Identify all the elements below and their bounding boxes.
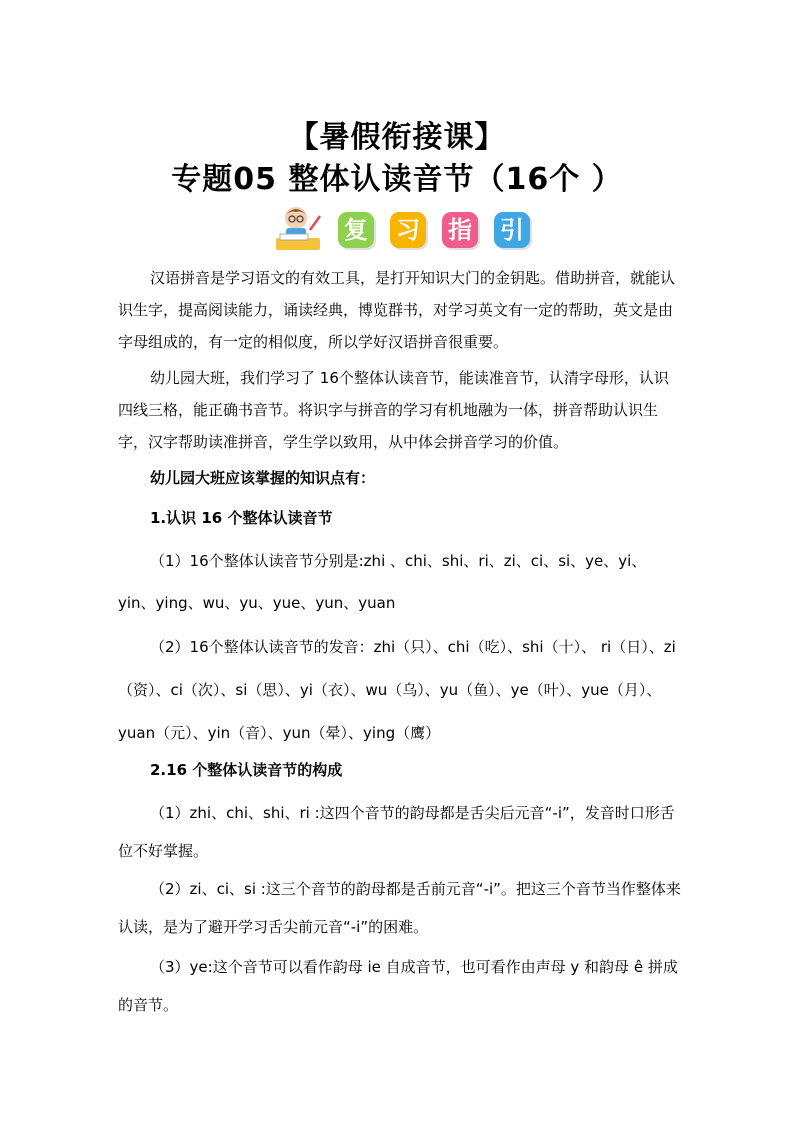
review-guide-banner: [272, 204, 532, 252]
intro-paragraph-2: 幼儿园大班，我们学习了 16个整体认读音节，能读准音节，认清字母形，认识四线三格，能正确书音节。将识字与拼音的学习有机地融为一体，拼音帮助认识生字，汉字帮助读准拼音，学生学以致用，从中体会拼音学习的价值。: [118, 369, 669, 451]
guide-char-3: 指: [442, 212, 478, 248]
item-2-2: （2）zi、ci、si :这三个音节的韵母都是舌前元音“-i”。把这三个音节当作整体来认读，是为了避开学习舌尖前元音“-i”的困难。: [118, 880, 681, 936]
intro-paragraph-1: 汉语拼音是学习语文的有效工具，是打开知识大门的金钥匙。借助拼音，就能认识生字，提高阅读能力，诵读经典，博览群书，对学习英文有一定的帮助，英文是由字母组成的，有一定的相似度，所以学好汉语拼音很重要。: [118, 269, 676, 351]
guide-char-2: 习: [390, 212, 426, 248]
item-2-pronunciation: （2）16个整体认读音节的发音：zhi（只）、chi（吃）、shi（十）、 ri（日）、zi（资）、ci（次）、si（思）、yi（衣）、wu（乌）、yu（鱼）、ye（叶）、yue（月）、yuan（元）、yin（音）、yun（晕）、ying（鹰）: [118, 638, 676, 742]
student-reading-icon: [272, 204, 328, 252]
item-2-3: （3）ye:这个音节可以看作韵母 ie 自成音节，也可看作由声母 y 和韵母 ê 拼成的音节。: [118, 958, 678, 1014]
section-heading-2: 2.16 个整体认读音节的构成: [150, 761, 343, 779]
item-2-1: （1）zhi、chi、shi、ri :这四个音节的韵母都是舌尖后元音“-i”，发音时口形舌位不好掌握。: [118, 804, 675, 860]
guide-char-1: 复: [338, 212, 374, 248]
item-1-list: （1）16个整体认读音节分别是:zhi 、chi、shi、ri、zi、ci、si、ye、yi、yin、ying、wu、yu、yue、yun、yuan: [118, 552, 647, 612]
knowledge-points-heading: 幼儿园大班应该掌握的知识点有：: [150, 469, 376, 487]
page-title: 【暑假衔接课】: [288, 120, 506, 155]
section-heading-1: 1.认识 16 个整体认读音节: [150, 509, 333, 527]
page-subtitle: 专题05 整体认读音节（16个 ）: [171, 162, 623, 197]
guide-char-4: 引: [494, 212, 530, 248]
